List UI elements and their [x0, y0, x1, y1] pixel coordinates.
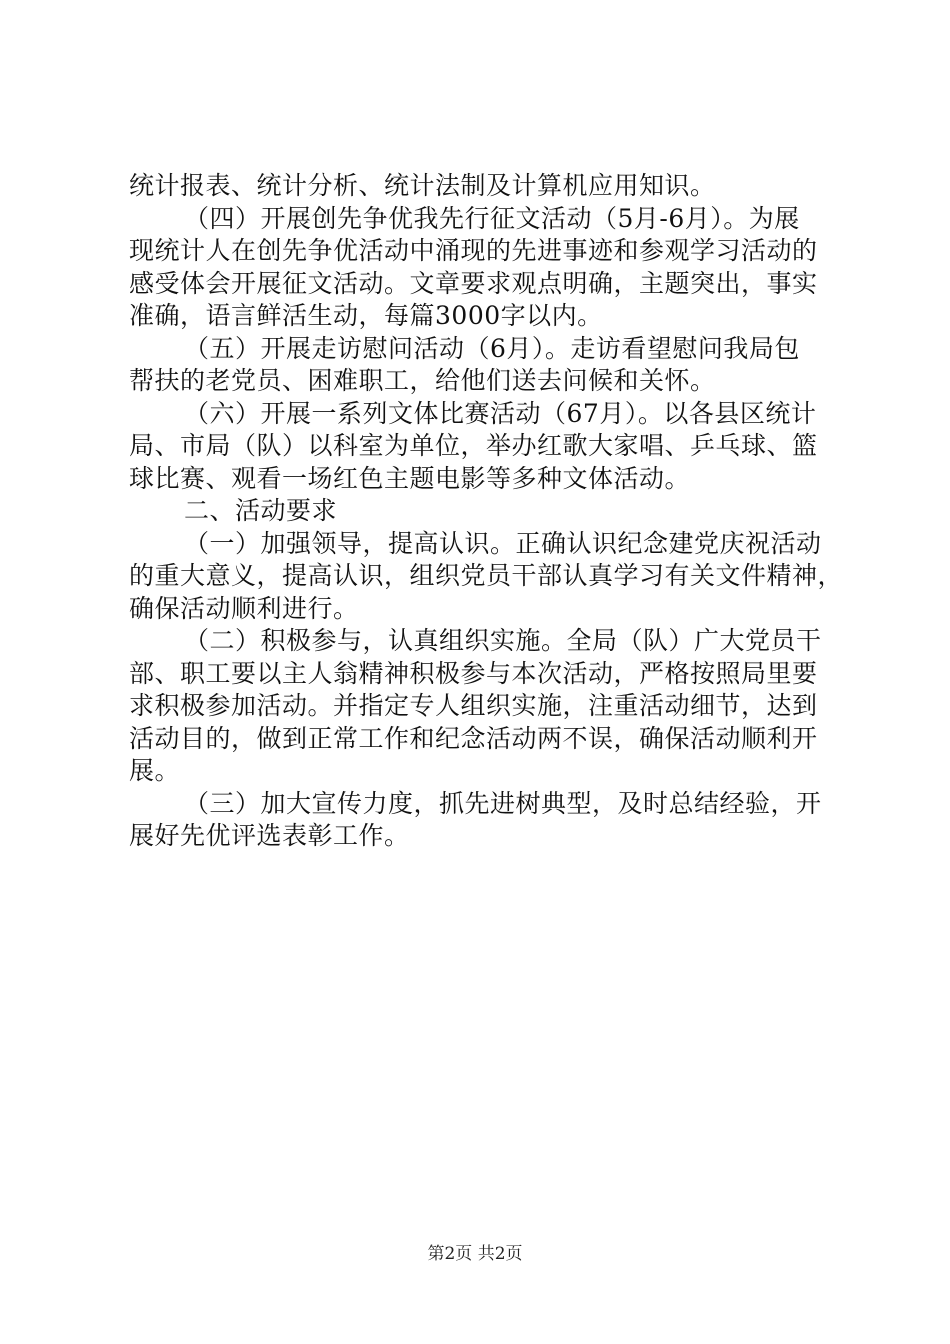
page-number-footer: 第2页 共2页 — [427, 1244, 523, 1264]
text-line: 准确，语言鲜活生动，每篇3000字以内。 — [129, 301, 603, 330]
text-line: 球比赛、观看一场红色主题电影等多种文体活动。 — [129, 463, 691, 493]
text-line: 求积极参加活动。并指定专人组织实施，注重活动细节，达到 — [129, 691, 818, 720]
text-line: 展好先优评选表彰工作。 — [129, 821, 410, 850]
text-line: （六）开展一系列文体比赛活动（67月）。以各县区统计 — [184, 398, 817, 428]
text-line: 帮扶的老党员、困难职工，给他们送去问候和关怀。 — [129, 366, 716, 395]
text-line: 感受体会开展征文活动。文章要求观点明确，主题突出，事实 — [129, 268, 818, 298]
text-line: （三）加大宣传力度，抓先进树典型，及时总结经验，开 — [184, 788, 822, 818]
text-line: （二）积极参与，认真组织实施。全局（队）广大党员干 — [184, 626, 822, 655]
text-line: 部、职工要以主人翁精神积极参与本次活动，严格按照局里要 — [129, 658, 818, 688]
text-line: 活动目的，做到正常工作和纪念活动两不误，确保活动顺利开 — [129, 723, 818, 753]
text-line: 的重大意义，提高认识，组织党员干部认真学习有关文件精神， — [129, 561, 844, 590]
text-line: 现统计人在创先争优活动中涌现的先进事迹和参观学习活动的 — [129, 236, 818, 265]
section-heading: 二、活动要求 — [184, 496, 338, 525]
text-line: （四）开展创先争优我先行征文活动（5月-6月）。为展 — [184, 203, 800, 233]
text-line: 统计报表、统计分析、统计法制及计算机应用知识。 — [129, 171, 716, 200]
text-line: 局、市局（队）以科室为单位，举办红歌大家唱、乒乓球、篮 — [129, 431, 818, 460]
document-body — [129, 170, 844, 853]
text-line: （五）开展走访慰问活动（6月）。走访看望慰问我局包 — [184, 333, 800, 363]
text-line: （一）加强领导，提高认识。正确认识纪念建党庆祝活动 — [184, 528, 822, 558]
text-line: 确保活动顺利进行。 — [129, 593, 359, 623]
text-line: 展。 — [129, 756, 181, 785]
